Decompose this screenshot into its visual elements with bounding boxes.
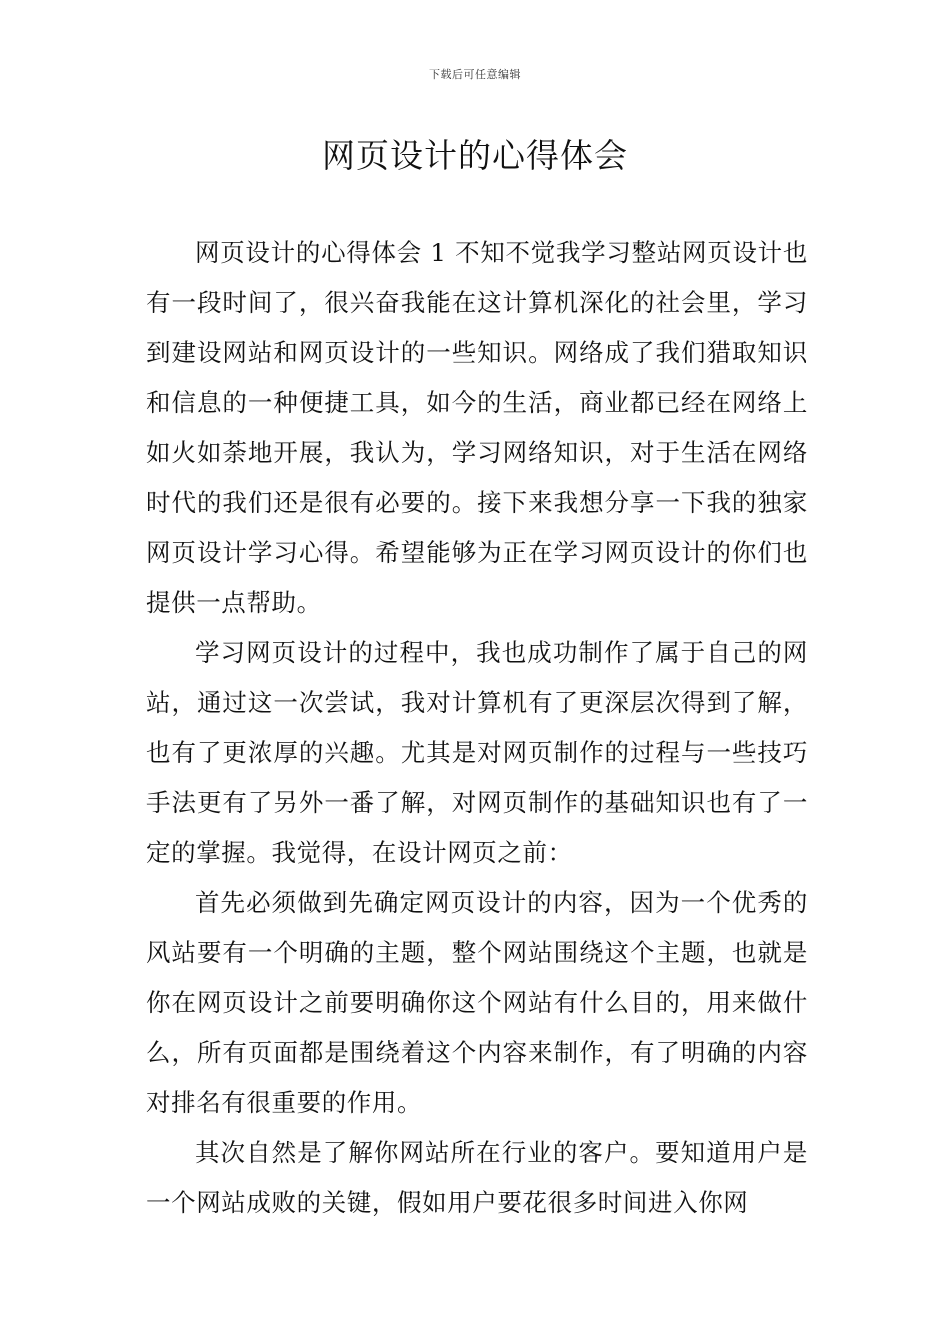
paragraph: 首先必须做到先确定网页设计的内容，因为一个优秀的风站要有一个明确的主题，整个网站围绕这个主题，也就是你在网页设计之前要明确你这个网站有什么目的，用来做什么，所有页面都是围绕着这个内容来制作，有了明确的内容对排名有很重要的作用。 [146,888,808,1117]
paragraph: 网页设计的心得体会 1 不知不觉我学习整站网页设计也有一段时间了，很兴奋我能在这计算机深化的社会里，学习到建设网站和网页设计的一些知识。网络成了我们猎取知识和信息的一种便捷工具，如今的生活，商业都已经在网络上如火如荼地开展，我认为，学习网络知识，对于生活在网络时代的我们还是很有必要的。接下来我想分享一下我的独家网页设计学习心得。希望能够为正在学习网页设计的你们也提供一点帮助。 [146,238,808,617]
document-title: 网页设计的心得体会 [322,136,628,175]
paragraph: 其次自然是了解你网站所在行业的客户。要知道用户是一个网站成败的关键，假如用户要花很多时间进入你网 [146,1138,808,1217]
document-body [146,228,808,1228]
paragraph: 学习网页设计的过程中，我也成功制作了属于自己的网站，通过这一次尝试，我对计算机有了更深层次得到了解，也有了更浓厚的兴趣。尤其是对网页制作的过程与一些技巧手法更有了另外一番了解，对网页制作的基础知识也有了一定的掌握。我觉得，在设计网页之前： [146,638,808,867]
header-note: 下载后可任意编辑 [429,68,521,81]
